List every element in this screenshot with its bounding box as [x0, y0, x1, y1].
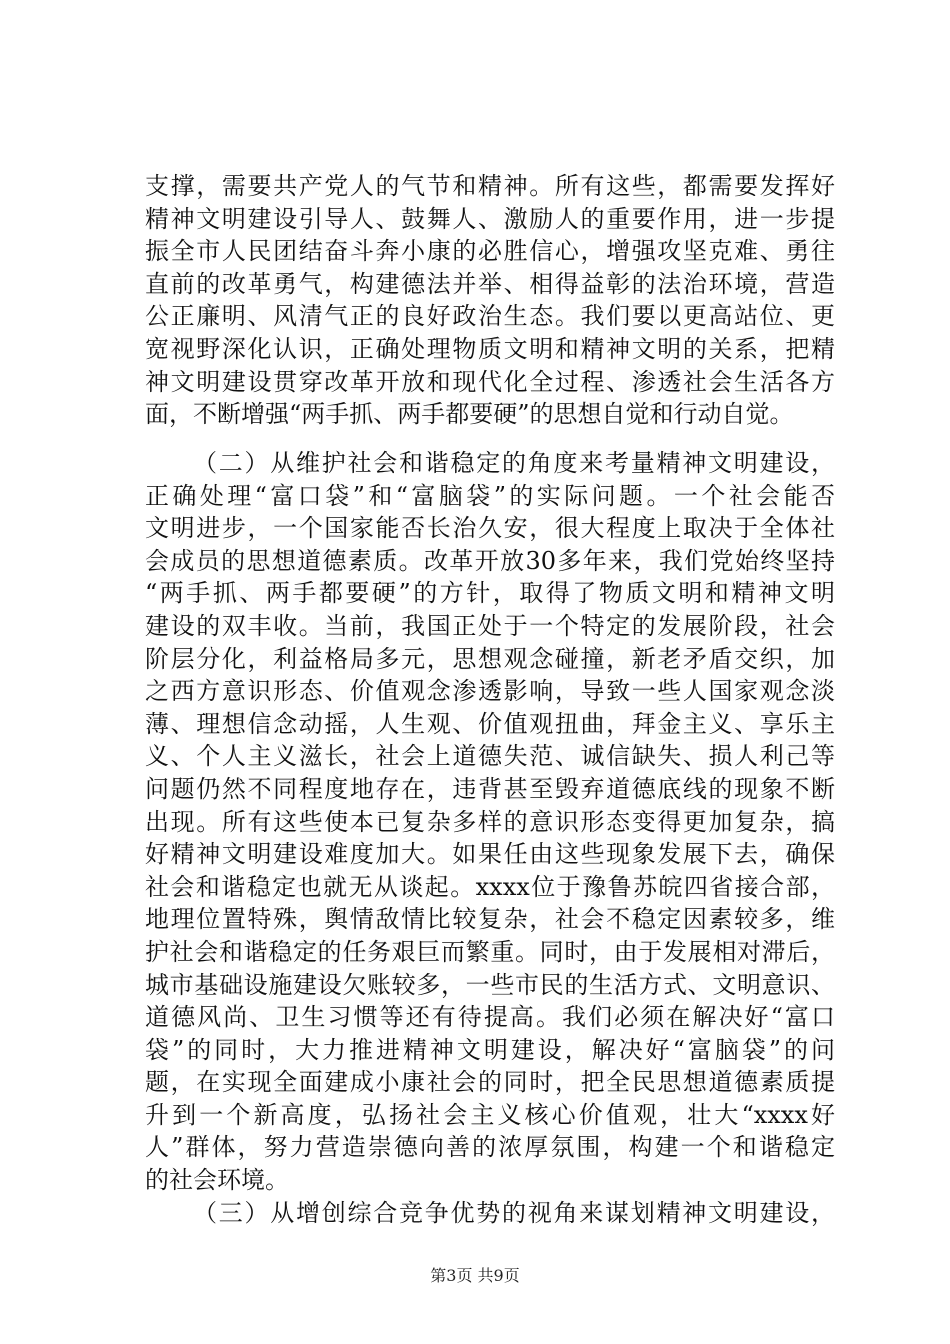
text-line: 神文明建设贯穿改革开放和现代化全过程、渗透社会生活各方	[145, 367, 835, 396]
text-line: 升到一个新高度，弘扬社会主义核心价值观，壮大“xxxx好	[145, 1100, 835, 1129]
text-line: 地理位置特殊，舆情敌情比较复杂，社会不稳定因素较多，维	[145, 905, 835, 934]
text-line: 精神文明建设引导人、鼓舞人、激励人的重要作用，进一步提	[145, 204, 835, 233]
text-line: 薄、理想信念动摇，人生观、价值观扭曲，拜金主义、享乐主	[145, 709, 835, 738]
text-line: 好精神文明建设难度加大。如果任由这些现象发展下去，确保	[145, 840, 835, 869]
text-line: 的社会环境。	[145, 1166, 289, 1195]
text-line: 振全市人民团结奋斗奔小康的必胜信心，增强攻坚克难、勇往	[145, 237, 835, 266]
text-line: 护社会和谐稳定的任务艰巨而繁重。同时，由于发展相对滞后，	[145, 937, 835, 966]
text-line: 正确处理“富口袋”和“富脑袋”的实际问题。一个社会能否	[145, 481, 835, 510]
text-line: 出现。所有这些使本已复杂多样的意识形态变得更加复杂，搞	[145, 807, 835, 836]
section-heading-line: （三）从增创综合竞争优势的视角来谋划精神文明建设，	[193, 1198, 835, 1227]
text-line: 之西方意识形态、价值观念渗透影响，导致一些人国家观念淡	[145, 677, 835, 706]
text-line: 道德风尚、卫生习惯等还有待提高。我们必须在解决好“富口	[145, 1003, 835, 1032]
text-line: 面，不断增强“两手抓、两手都要硬”的思想自觉和行动自觉。	[145, 400, 794, 429]
text-line: 阶层分化，利益格局多元，思想观念碰撞，新老矛盾交织，加	[145, 644, 835, 673]
text-line: 义、个人主义滋长，社会上道德失范、诚信缺失、损人利己等	[145, 742, 835, 771]
section-heading-line: （二）从维护社会和谐稳定的角度来考量精神文明建设，	[193, 449, 835, 477]
text-line: 宽视野深化认识，正确处理物质文明和精神文明的关系，把精	[145, 334, 835, 363]
text-line: 直前的改革勇气，构建德法并举、相得益彰的法治环境，营造	[145, 269, 835, 298]
text-line: 人”群体，努力营造崇德向善的浓厚氛围，构建一个和谐稳定	[145, 1133, 835, 1162]
text-line: 城市基础设施建设欠账较多，一些市民的生活方式、文明意识、	[145, 970, 835, 999]
text-line: 题，在实现全面建成小康社会的同时，把全民思想道德素质提	[145, 1068, 835, 1097]
text-line: 文明进步，一个国家能否长治久安，很大程度上取决于全体社	[145, 514, 835, 543]
paragraph-continuation	[145, 170, 835, 431]
text-line: 问题仍然不同程度地存在，违背甚至毁弃道德底线的现象不断	[145, 774, 835, 803]
text-line: 建设的双丰收。当前，我国正处于一个特定的发展阶段，社会	[145, 611, 835, 640]
paragraph-section-two	[145, 447, 835, 1229]
text-line: 支撑，需要共产党人的气节和精神。所有这些，都需要发挥好	[145, 172, 835, 200]
text-line: 社会和谐稳定也就无从谈起。xxxx位于豫鲁苏皖四省接合部，	[145, 872, 835, 901]
text-line: 会成员的思想道德素质。改革开放30多年来，我们党始终坚持	[145, 546, 835, 575]
text-line: 公正廉明、风清气正的良好政治生态。我们要以更高站位、更	[145, 302, 835, 331]
text-line: 袋”的同时，大力推进精神文明建设，解决好“富脑袋”的问	[145, 1035, 835, 1064]
text-line: “两手抓、两手都要硬”的方针，取得了物质文明和精神文明	[145, 579, 835, 608]
page-number-footer: 第3页 共9页	[430, 1266, 520, 1285]
